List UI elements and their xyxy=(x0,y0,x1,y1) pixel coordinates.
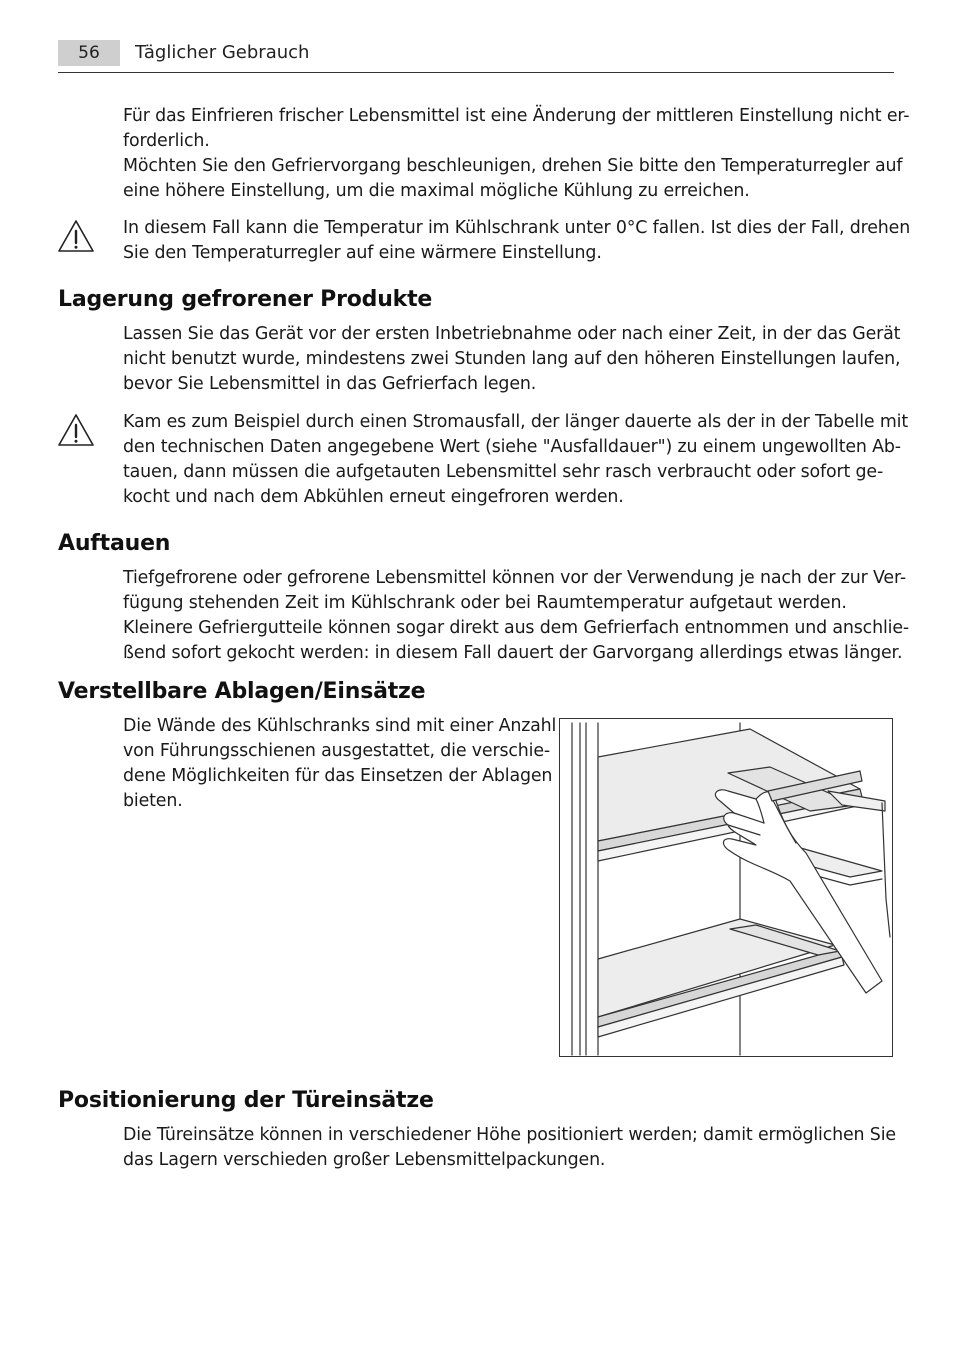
text-line: bieten. xyxy=(123,791,183,811)
text-line: ßend sofort gekocht werden: in diesem Fall dauert der Garvorgang allerdings etwas länger. xyxy=(123,643,903,663)
text-line: Kam es zum Beispiel durch einen Stromausfall, der länger dauerte als der in der Tabelle mit xyxy=(123,412,908,432)
text-line: Die Wände des Kühlschranks sind mit einer Anzahl xyxy=(123,716,557,736)
warning-power-failure-text xyxy=(123,410,908,510)
heading-shelves: Verstellbare Ablagen/Einsätze xyxy=(58,679,426,704)
text-line: fügung stehenden Zeit im Kühlschrank oder bei Raumtemperatur aufgetaut werden. xyxy=(123,593,847,613)
text-line: Tiefgefrorene oder gefrorene Lebensmittel können vor der Verwendung je nach der zur Ver- xyxy=(123,568,906,588)
text-line: Lassen Sie das Gerät vor der ersten Inbetriebnahme oder nach einer Zeit, in der das Gerät xyxy=(123,324,901,344)
text-line: Kleinere Gefriergutteile können sogar direkt aus dem Gefrierfach entnommen und anschlie- xyxy=(123,618,910,638)
text-line: In diesem Fall kann die Temperatur im Kühlschrank unter 0°C fallen. Ist dies der Fall, drehen xyxy=(123,218,911,238)
intro-paragraph xyxy=(123,104,909,204)
shelves-paragraph xyxy=(123,714,556,814)
storage-paragraph xyxy=(123,322,900,397)
warning-temperature-text xyxy=(123,216,910,266)
door-inserts-paragraph xyxy=(123,1123,896,1173)
text-line: forderlich. xyxy=(123,131,210,151)
text-line: nicht benutzt wurde, mindestens zwei Stunden lang auf den höheren Einstellungen laufen, xyxy=(123,349,901,369)
text-line: Für das Einfrieren frischer Lebensmittel ist eine Änderung der mittleren Einstellung nicht er- xyxy=(123,106,910,126)
heading-door-inserts: Positionierung der Türeinsätze xyxy=(58,1088,434,1113)
heading-storage: Lagerung gefrorener Produkte xyxy=(58,287,433,312)
warning-triangle-icon xyxy=(57,219,95,253)
text-line: Die Türeinsätze können in verschiedener Höhe positioniert werden; damit ermöglichen Sie xyxy=(123,1125,896,1145)
text-line: das Lagern verschieden großer Lebensmittelpackungen. xyxy=(123,1150,606,1170)
page-header xyxy=(58,40,894,73)
running-title: Täglicher Gebrauch xyxy=(135,42,310,63)
text-line: bevor Sie Lebensmittel in das Gefrierfach legen. xyxy=(123,374,537,394)
shelf-insertion-figure xyxy=(559,718,893,1057)
text-line: Sie den Temperaturregler auf eine wärmere Einstellung. xyxy=(123,243,602,263)
text-line: den technischen Daten angegebene Wert (siehe "Ausfalldauer") zu einem ungewollten Ab- xyxy=(123,437,901,457)
text-line: eine höhere Einstellung, um die maximal mögliche Kühlung zu erreichen. xyxy=(123,181,750,201)
text-line: von Führungsschienen ausgestattet, die verschie- xyxy=(123,741,551,761)
text-line: kocht und nach dem Abkühlen erneut eingefroren werden. xyxy=(123,487,624,507)
page-number: 56 xyxy=(58,40,120,66)
warning-triangle-icon xyxy=(57,413,95,447)
shelf-insertion-illustration xyxy=(560,719,893,1057)
thaw-paragraph xyxy=(123,566,909,666)
text-line: dene Möglichkeiten für das Einsetzen der Ablagen xyxy=(123,766,553,786)
text-line: tauen, dann müssen die aufgetauten Lebensmittel sehr rasch verbraucht oder sofort ge- xyxy=(123,462,884,482)
text-line: Möchten Sie den Gefriervorgang beschleunigen, drehen Sie bitte den Temperaturregler auf xyxy=(123,156,903,176)
heading-thaw: Auftauen xyxy=(58,531,171,556)
